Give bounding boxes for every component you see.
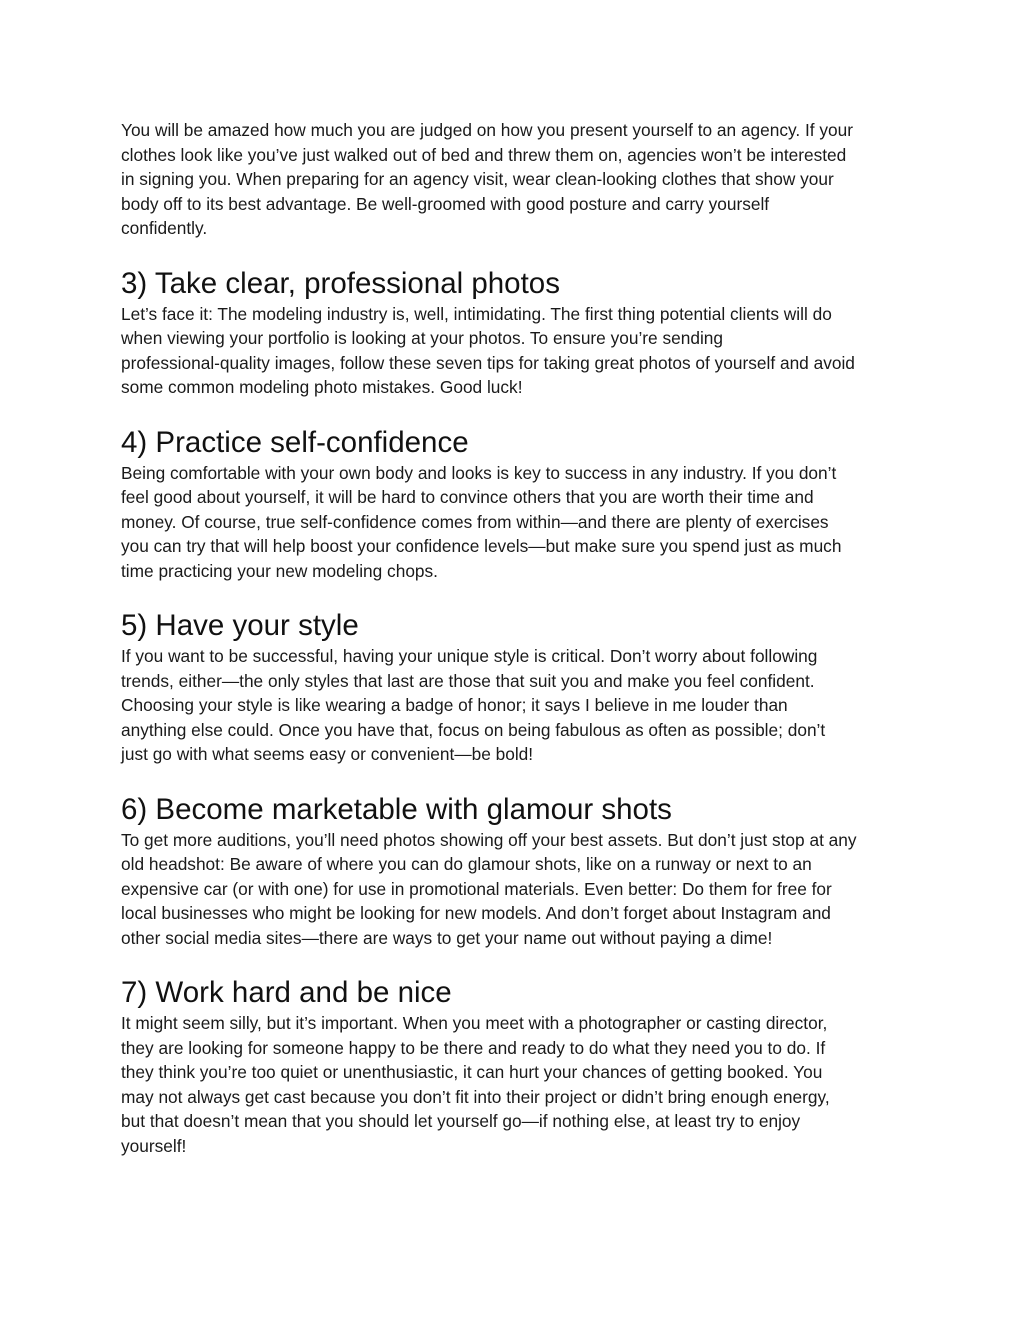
section-paragraph bbox=[121, 644, 906, 767]
text-line: just go with what seems easy or convenient—be bold! bbox=[121, 744, 534, 764]
text-line: they are looking for someone happy to be there and ready to do what they need you to do. If bbox=[121, 1037, 826, 1058]
text-line: body off to its best advantage. Be well-groomed with good posture and carry yourself bbox=[121, 193, 770, 214]
text-line: in signing you. When preparing for an agency visit, wear clean-looking clothes that show your bbox=[121, 169, 834, 189]
text-line: may not always get cast because you don’t fit into their project or didn’t bring enough energy, bbox=[121, 1086, 830, 1107]
text-line: local businesses who might be looking for new models. And don’t forget about Instagram and bbox=[121, 903, 831, 923]
text-line: money. Of course, true self-confidence comes from within—and there are plenty of exercises bbox=[121, 511, 829, 532]
section-paragraph bbox=[121, 302, 906, 400]
section-heading: 3) Take clear, professional photos bbox=[121, 266, 560, 300]
text-line: expensive car (or with one) for use in promotional materials. Even better: Do them for free for bbox=[121, 878, 832, 899]
text-line: trends, either—the only styles that last are those that suit you and make you feel confident. bbox=[121, 670, 815, 691]
text-line: feel good about yourself, it will be hard to convince others that you are worth their time and bbox=[121, 487, 814, 507]
text-line: You will be amazed how much you are judged on how you present yourself to an agency. If your bbox=[121, 120, 854, 140]
text-line: professional-quality images, follow these seven tips for taking great photos of yourself and avoid bbox=[121, 352, 855, 373]
text-line: confidently. bbox=[121, 218, 208, 238]
intro-paragraph bbox=[121, 118, 906, 241]
text-line: some common modeling photo mistakes. Good luck! bbox=[121, 377, 523, 397]
section-glamour-shots bbox=[121, 792, 906, 951]
text-line: they think you’re too quiet or unenthusiastic, it can hurt your chances of getting booked. You bbox=[121, 1062, 823, 1082]
text-line: yourself! bbox=[121, 1135, 187, 1156]
text-line: you can try that will help boost your confidence levels—but make sure you spend just as much bbox=[121, 536, 842, 556]
text-line: anything else could. Once you have that, focus on being fabulous as often as possible; don’t bbox=[121, 719, 826, 740]
section-heading: 5) Have your style bbox=[121, 609, 359, 642]
section-practice-self-confidence bbox=[121, 425, 906, 584]
text-line: Being comfortable with your own body and looks is key to success in any industry. If you don’t bbox=[121, 462, 837, 483]
text-line: It might seem silly, but it’s important. When you meet with a photographer or casting director, bbox=[121, 1013, 828, 1033]
section-heading: 4) Practice self-confidence bbox=[121, 425, 469, 459]
section-work-hard-be-nice bbox=[121, 975, 906, 1158]
section-paragraph bbox=[121, 1011, 906, 1158]
text-line: old headshot: Be aware of where you can do glamour shots, like on a runway or next to an bbox=[121, 854, 812, 874]
text-line: when viewing your portfolio is looking at your photos. To ensure you’re sending bbox=[121, 328, 723, 348]
text-line: time practicing your new modeling chops. bbox=[121, 560, 438, 581]
text-line: other social media sites—there are ways to get your name out without paying a dime! bbox=[121, 927, 773, 948]
text-line: If you want to be successful, having your unique style is critical. Don’t worry about following bbox=[121, 646, 818, 666]
section-have-your-style bbox=[121, 608, 906, 767]
section-paragraph bbox=[121, 828, 906, 951]
text-line: but that doesn’t mean that you should let yourself go—if nothing else, at least try to enjoy bbox=[121, 1111, 801, 1131]
section-paragraph bbox=[121, 461, 906, 584]
text-line: Let’s face it: The modeling industry is, well, intimidating. The first thing potential clients will do bbox=[121, 303, 832, 324]
section-heading: 7) Work hard and be nice bbox=[121, 976, 452, 1009]
text-line: To get more auditions, you’ll need photos showing off your best assets. But don’t just stop at any bbox=[121, 829, 857, 850]
section-heading: 6) Become marketable with glamour shots bbox=[121, 792, 672, 826]
section-take-clear-photos bbox=[121, 266, 906, 400]
text-line: Choosing your style is like wearing a badge of honor; it says I believe in me louder than bbox=[121, 695, 788, 715]
text-line: clothes look like you’ve just walked out of bed and threw them on, agencies won’t be interested bbox=[121, 144, 847, 165]
